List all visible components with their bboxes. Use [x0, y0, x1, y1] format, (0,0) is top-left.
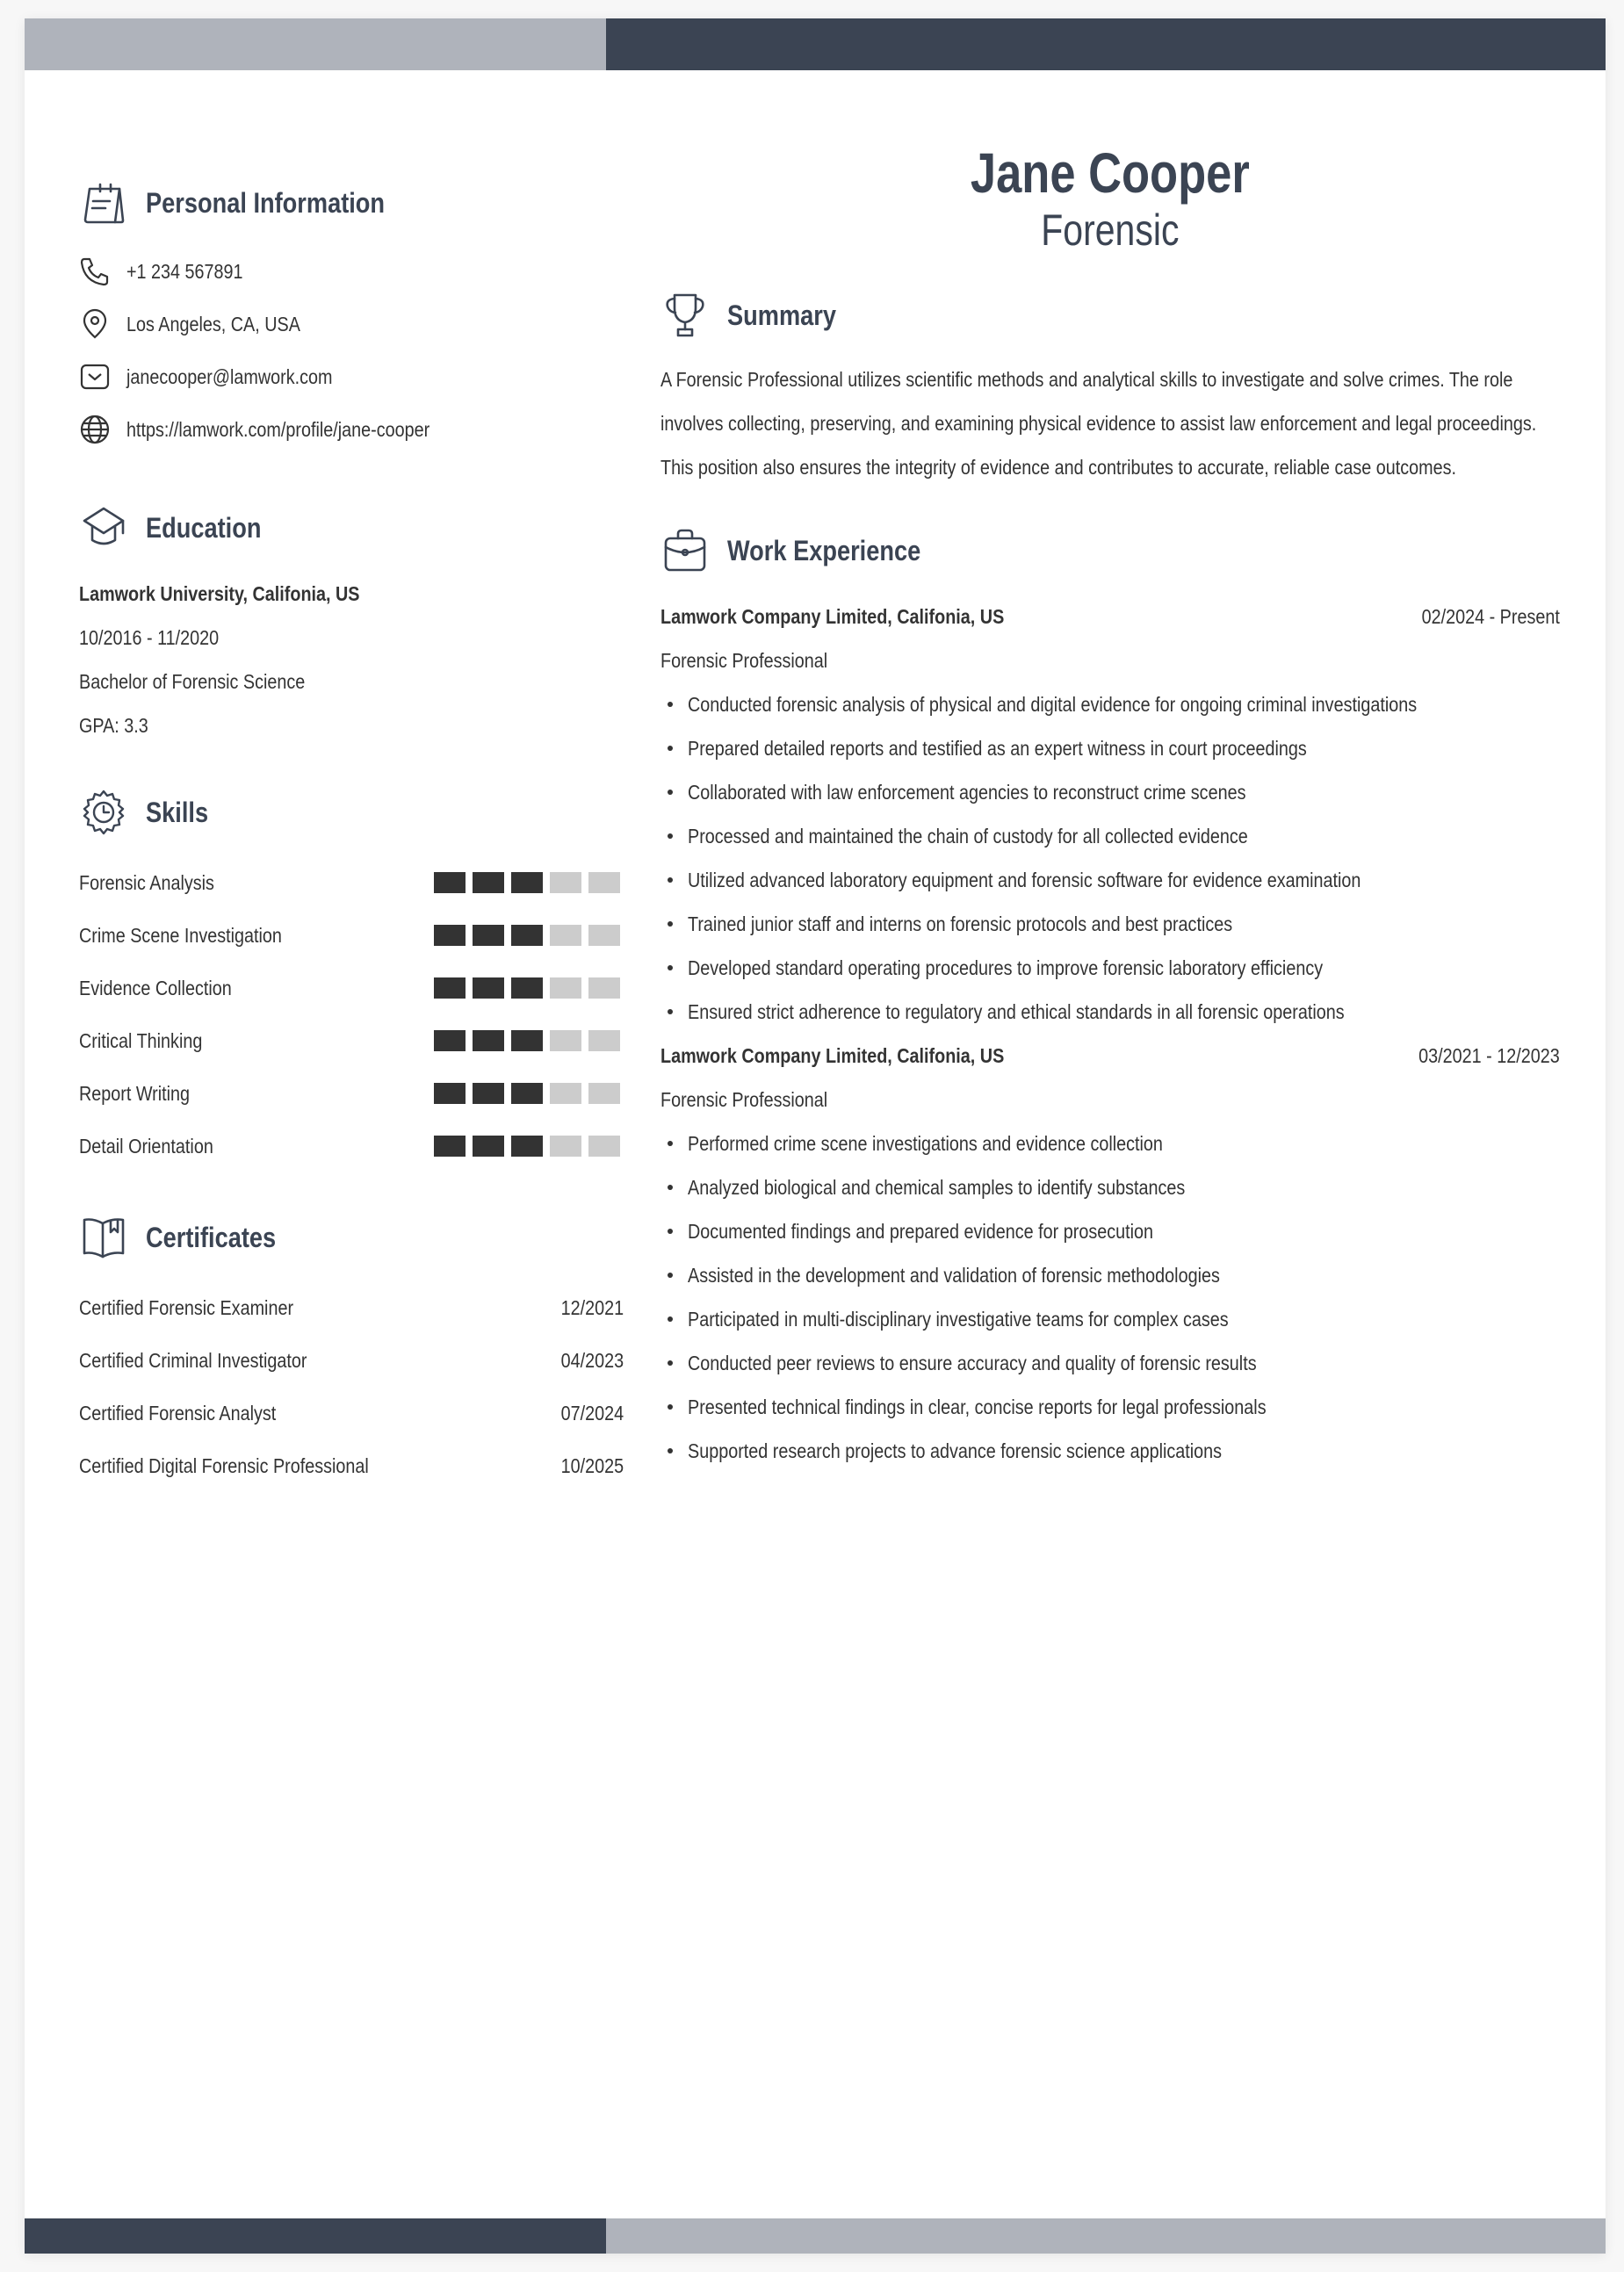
- job-bullet: [660, 682, 1560, 726]
- bullet-dot-icon: [668, 965, 673, 970]
- skill-level-filled: [434, 1030, 466, 1051]
- bullet-dot-icon: [668, 877, 673, 883]
- skill-level-filled: [434, 977, 466, 999]
- contact-location: [79, 298, 624, 350]
- certificate-date: 04/2023: [560, 1348, 624, 1372]
- gear-clock-icon: [79, 788, 128, 837]
- book-icon: [79, 1213, 128, 1262]
- top-bar-dark-segment: [606, 18, 1606, 70]
- bullet-dot-icon: [668, 1404, 673, 1410]
- briefcase-icon: [660, 526, 710, 575]
- job-bullets: [660, 682, 1560, 1034]
- top-bar-grey-segment: [25, 18, 606, 70]
- website-link[interactable]: https://lamwork.com/profile/jane-cooper: [126, 417, 430, 441]
- job-bullet-text: Conducted peer reviews to ensure accuracy and quality of forensic results: [688, 1351, 1257, 1374]
- job-bullet: [660, 1165, 1560, 1209]
- skill-level-filled: [434, 925, 466, 946]
- skill-row: [79, 1120, 624, 1172]
- certificate-name: Certified Digital Forensic Professional: [79, 1453, 369, 1477]
- skill-level-filled: [511, 925, 543, 946]
- skill-level-empty: [550, 1136, 581, 1157]
- job-bullet-text: Processed and maintained the chain of custody for all collected evidence: [688, 824, 1248, 847]
- summary-text: A Forensic Professional utilizes scientific methods and analytical skills to investigate and solve crimes. The role involves collecting, preserving, and examining physical evidence to assist law enforcement and legal proceedings. This position also ensures the integrity of evidence and contributes to accurate, reliable case outcomes.: [660, 368, 1537, 479]
- job-position: Forensic Professional: [660, 1087, 828, 1111]
- job-header: [660, 595, 1560, 638]
- skill-row: [79, 962, 624, 1014]
- summary-section: [660, 289, 1560, 489]
- skill-level-meter: [434, 977, 620, 999]
- job-bullet: [660, 946, 1560, 990]
- job-bullet: [660, 1385, 1560, 1429]
- location-value: Los Angeles, CA, USA: [126, 312, 300, 335]
- job-bullet-text: Trained junior staff and interns on forensic protocols and best practices: [688, 912, 1233, 935]
- skill-level-empty: [588, 1136, 620, 1157]
- skill-level-filled: [511, 1030, 543, 1051]
- job-bullet-text: Ensured strict adherence to regulatory and ethical standards in all forensic operations: [688, 999, 1345, 1023]
- skill-name: Detail Orientation: [79, 1134, 213, 1158]
- skill-name: Crime Scene Investigation: [79, 923, 282, 947]
- job-entry: [660, 1034, 1560, 1473]
- job-bullet: [660, 814, 1560, 858]
- skill-level-filled: [434, 1083, 466, 1104]
- certificate-row: [79, 1387, 624, 1439]
- certificate-row: [79, 1439, 624, 1492]
- certificates-list: [79, 1281, 624, 1492]
- job-bullet: [660, 1341, 1560, 1385]
- skills-heading: Skills: [146, 796, 209, 828]
- contact-phone: [79, 245, 624, 298]
- skill-level-empty: [588, 977, 620, 999]
- skill-level-meter: [434, 1030, 620, 1051]
- certificate-date: 12/2021: [560, 1295, 624, 1319]
- skill-level-empty: [550, 925, 581, 946]
- education-school: Lamwork University, Califonia, US: [79, 582, 360, 605]
- bullet-dot-icon: [668, 702, 673, 707]
- certificate-name: Certified Forensic Examiner: [79, 1295, 294, 1319]
- job-bullet: [660, 1429, 1560, 1473]
- skill-level-filled: [511, 1083, 543, 1104]
- bottom-bar-dark-segment: [25, 2218, 606, 2254]
- contact-website: [79, 403, 624, 456]
- bullet-dot-icon: [668, 1229, 673, 1234]
- job-bullet: [660, 1297, 1560, 1341]
- certificates-section: [79, 1211, 624, 1492]
- skill-level-empty: [588, 1083, 620, 1104]
- job-bullet: [660, 726, 1560, 770]
- job-entry: [660, 595, 1560, 1034]
- skill-level-empty: [588, 1030, 620, 1051]
- header-block: [660, 141, 1560, 256]
- jobs-list: [660, 595, 1560, 1473]
- skill-level-meter: [434, 1083, 620, 1104]
- job-company: Lamwork Company Limited, Califonia, US: [660, 1043, 1005, 1067]
- personal-info-heading: Personal Information: [146, 186, 386, 219]
- skill-level-empty: [588, 925, 620, 946]
- email-value[interactable]: janecooper@lamwork.com: [126, 364, 333, 388]
- skills-section: [79, 786, 624, 1172]
- skill-level-filled: [473, 872, 504, 893]
- job-bullet-text: Prepared detailed reports and testified as an expert witness in court proceedings: [688, 736, 1307, 760]
- skill-level-filled: [511, 872, 543, 893]
- skill-name: Forensic Analysis: [79, 870, 214, 894]
- job-bullet-text: Developed standard operating procedures to improve forensic laboratory efficiency: [688, 956, 1324, 979]
- job-dates: 03/2021 - 12/2023: [1418, 1043, 1560, 1067]
- skill-level-empty: [550, 1083, 581, 1104]
- job-bullet: [660, 770, 1560, 814]
- skill-name: Critical Thinking: [79, 1028, 203, 1052]
- summary-heading: Summary: [727, 299, 836, 331]
- candidate-name: Jane Cooper: [971, 141, 1250, 205]
- left-column: [79, 177, 624, 1492]
- resume-page: [25, 18, 1606, 2254]
- contact-email: [79, 350, 624, 403]
- email-icon: [79, 361, 111, 393]
- skill-level-filled: [473, 1083, 504, 1104]
- job-bullet: [660, 902, 1560, 946]
- job-bullet: [660, 1253, 1560, 1297]
- certificate-row: [79, 1334, 624, 1387]
- bullet-dot-icon: [668, 833, 673, 839]
- job-header: [660, 1034, 1560, 1078]
- skill-level-filled: [434, 1136, 466, 1157]
- job-bullet: [660, 1122, 1560, 1165]
- job-bullet-text: Performed crime scene investigations and evidence collection: [688, 1131, 1163, 1155]
- skill-level-filled: [473, 925, 504, 946]
- personal-info-section: [79, 177, 624, 456]
- job-position: Forensic Professional: [660, 648, 828, 672]
- skill-level-filled: [473, 977, 504, 999]
- bullet-dot-icon: [668, 1360, 673, 1366]
- job-bullet-text: Utilized advanced laboratory equipment and forensic software for evidence examination: [688, 868, 1361, 891]
- job-company: Lamwork Company Limited, Califonia, US: [660, 604, 1005, 628]
- job-bullet-text: Analyzed biological and chemical samples to identify substances: [688, 1175, 1186, 1199]
- education-dates: 10/2016 - 11/2020: [79, 626, 220, 649]
- certificates-heading: Certificates: [146, 1221, 277, 1253]
- skill-row: [79, 856, 624, 909]
- skill-level-filled: [473, 1030, 504, 1051]
- job-bullet-text: Presented technical findings in clear, concise reports for legal professionals: [688, 1395, 1267, 1418]
- skill-level-filled: [473, 1136, 504, 1157]
- skill-level-meter: [434, 1136, 620, 1157]
- skills-list: [79, 856, 624, 1172]
- bullet-dot-icon: [668, 1448, 673, 1453]
- job-bullet-text: Documented findings and prepared evidence for prosecution: [688, 1219, 1154, 1243]
- top-decorative-bar: [25, 18, 1606, 70]
- bullet-dot-icon: [668, 1009, 673, 1014]
- job-bullet: [660, 990, 1560, 1034]
- skill-level-empty: [550, 872, 581, 893]
- education-section: [79, 501, 624, 747]
- skill-level-filled: [434, 872, 466, 893]
- job-bullet: [660, 1209, 1560, 1253]
- bottom-decorative-bar: [25, 2218, 1606, 2254]
- education-degree: Bachelor of Forensic Science: [79, 670, 306, 693]
- candidate-title: Forensic: [1041, 206, 1180, 255]
- bullet-dot-icon: [668, 1141, 673, 1146]
- right-column: [660, 141, 1560, 1473]
- notepad-icon: [79, 178, 128, 227]
- certificate-name: Certified Criminal Investigator: [79, 1348, 307, 1372]
- certificate-date: 07/2024: [560, 1401, 624, 1425]
- work-experience-heading: Work Experience: [727, 534, 921, 566]
- skill-name: Evidence Collection: [79, 976, 232, 999]
- bullet-dot-icon: [668, 1185, 673, 1190]
- phone-icon: [79, 256, 111, 287]
- skill-name: Report Writing: [79, 1081, 191, 1105]
- certificate-row: [79, 1281, 624, 1334]
- work-experience-section: [660, 524, 1560, 1473]
- globe-icon: [79, 414, 111, 445]
- location-pin-icon: [79, 308, 111, 340]
- education-gpa: GPA: 3.3: [79, 714, 148, 737]
- trophy-icon: [660, 291, 710, 340]
- bullet-dot-icon: [668, 1316, 673, 1322]
- bullet-dot-icon: [668, 921, 673, 927]
- skill-row: [79, 1067, 624, 1120]
- skill-level-empty: [588, 872, 620, 893]
- skill-row: [79, 909, 624, 962]
- certificate-name: Certified Forensic Analyst: [79, 1401, 277, 1425]
- skill-level-empty: [550, 977, 581, 999]
- bottom-bar-grey-segment: [606, 2218, 1606, 2254]
- job-bullets: [660, 1122, 1560, 1473]
- skill-level-empty: [550, 1030, 581, 1051]
- job-bullet: [660, 858, 1560, 902]
- job-bullet-text: Assisted in the development and validation of forensic methodologies: [688, 1263, 1220, 1287]
- bullet-dot-icon: [668, 1273, 673, 1278]
- job-bullet-text: Collaborated with law enforcement agencies to reconstruct crime scenes: [688, 780, 1246, 804]
- skill-row: [79, 1014, 624, 1067]
- certificate-date: 10/2025: [560, 1453, 624, 1477]
- job-dates: 02/2024 - Present: [1421, 604, 1560, 628]
- bullet-dot-icon: [668, 746, 673, 751]
- graduation-cap-icon: [79, 503, 128, 552]
- skill-level-meter: [434, 925, 620, 946]
- job-bullet-text: Conducted forensic analysis of physical and digital evidence for ongoing criminal investigations: [688, 692, 1418, 716]
- job-bullet-text: Supported research projects to advance forensic science applications: [688, 1439, 1223, 1462]
- phone-value: +1 234 567891: [126, 259, 243, 283]
- education-heading: Education: [146, 511, 262, 544]
- skill-level-meter: [434, 872, 620, 893]
- skill-level-filled: [511, 1136, 543, 1157]
- job-bullet-text: Participated in multi-disciplinary investigative teams for complex cases: [688, 1307, 1229, 1331]
- skill-level-filled: [511, 977, 543, 999]
- bullet-dot-icon: [668, 790, 673, 795]
